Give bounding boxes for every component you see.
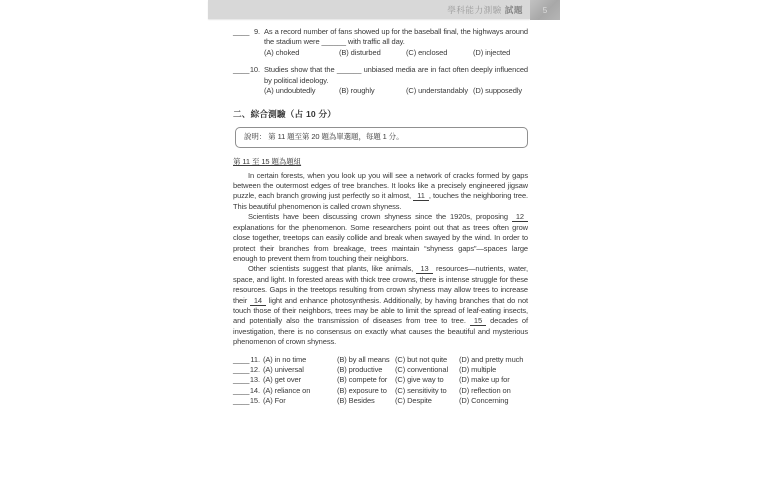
page-header-bar (208, 0, 530, 19)
option-b: (B) Besides (337, 396, 375, 406)
answer-blank: ____ (233, 27, 250, 36)
option-c: (C) Despite (395, 396, 432, 406)
question-15-label (233, 396, 260, 406)
option-a: (A) in no time (263, 354, 307, 364)
option-c: (C) understandably (406, 86, 468, 96)
question-9-options (264, 48, 528, 58)
option-b: (B) roughly (339, 86, 375, 96)
option-d: (D) supposedly (473, 86, 523, 96)
question-9-body (264, 27, 528, 58)
question-10-body (264, 65, 528, 96)
question-13-number: 13. (249, 375, 260, 385)
option-b: (B) exposure to (337, 385, 387, 395)
question-10-label (233, 65, 260, 96)
answer-blank: ____ (233, 385, 250, 395)
question-9-label (233, 27, 260, 58)
numbered-blank: 12 (512, 212, 528, 222)
numbered-blank: 11 (413, 191, 429, 201)
page-number-badge: 5 (530, 0, 560, 20)
question-group-heading: 第 11 至 15 題為題組 (233, 157, 302, 167)
question-15-options (233, 396, 528, 406)
numbered-blank: 13 (416, 264, 432, 274)
answer-blank: ____ (233, 354, 250, 364)
question-10 (233, 65, 528, 96)
document-content (233, 27, 528, 407)
question-14-options (233, 386, 528, 396)
question-13-options (233, 375, 528, 385)
option-d: (D) reflection on (459, 385, 511, 395)
numbered-blank: 14 (250, 296, 266, 306)
question-10-number: 10. (249, 65, 260, 75)
question-10-text: Studies show that the ______ unbiased media are in fact often deeply influenced by political ideology. (264, 65, 528, 85)
question-9 (233, 27, 528, 58)
option-b: (B) by all means (337, 354, 390, 364)
option-c: (C) give way to (395, 375, 444, 385)
question-12-options (233, 365, 528, 375)
option-a: (A) undoubtedly (264, 86, 316, 96)
question-9-text: As a record number of fans showed up for the baseball final, the highways around the stadium were ______ with traffic all day. (264, 27, 528, 47)
option-a: (A) For (263, 396, 286, 406)
answer-blank: ____ (233, 65, 250, 75)
question-14-label (233, 386, 260, 396)
question-12-number: 12. (249, 364, 260, 374)
option-a: (A) reliance on (263, 385, 311, 395)
option-c: (C) but not quite (395, 354, 448, 364)
question-14-number: 14. (249, 385, 260, 395)
option-a: (A) universal (263, 364, 304, 374)
answer-blank: ____ (233, 396, 250, 406)
option-b: (B) productive (337, 364, 383, 374)
option-d: (D) Concerning (459, 396, 509, 406)
question-11-options (233, 355, 528, 365)
question-13-label (233, 375, 260, 385)
option-a: (A) choked (264, 47, 300, 57)
option-b: (B) compete for (337, 375, 388, 385)
passage-paragraph-1: In certain forests, when you look up you will see a network of cracks formed by gaps between the outermost edges of tree branches. It looks like a precisely engineered jigsaw puzzle, each branch growing just perfectly so it almost, 11 , touches the neighboring tree. This beautiful phenomenon is called crown shyness. (233, 170, 528, 211)
question-10-options (264, 86, 528, 96)
exam-title (447, 4, 523, 16)
instruction-box: 說明： 第 11 題至第 20 題為單選題，每題 1 分。 (235, 127, 528, 148)
question-11-label (233, 355, 260, 365)
option-d: (D) multiple (459, 364, 497, 374)
option-d: (D) and pretty much (459, 354, 524, 364)
answer-blank: ____ (233, 375, 250, 385)
cloze-options-block (233, 355, 528, 407)
exam-title-bold: 試題 (504, 4, 523, 15)
option-b: (B) disturbed (339, 47, 381, 57)
option-a: (A) get over (263, 375, 301, 385)
section-title: 二、綜合測驗（占 10 分） (233, 109, 337, 120)
option-c: (C) sensitivity to (395, 385, 447, 395)
passage-paragraph-2: Scientists have been discussing crown shyness since the 1920s, proposing 12 explanations for the phenomenon. Some researchers point out that as trees often grow close together, treetops can easily collide and break when swayed by the wind. In order to protect their branches from breakage, trees maintain “shyness gaps”—spaces large enough to prevent them from touching their neighbors. (233, 212, 528, 263)
question-11-number: 11. (250, 354, 260, 364)
passage-paragraph-3: Other scientists suggest that plants, like animals, 13 resources—nutrients, water, space, and light. In forested areas with thick tree crowns, there is intense struggle for these resources. Gaps in the treetops resulting from crown shyness may allow trees to increase their 14 light and enhance photosynthesis. Additionally, by having branches that do not touch those of their neighbors, trees may be able to limit the spread of leaf-eating insects, and potentially also the transmission of diseases from tree to tree. 15 decades of investigation, there is no consensus on exactly what causes the beautiful and mysterious phenomenon of crown shyness. (233, 264, 529, 347)
numbered-blank: 15 (470, 316, 486, 326)
option-c: (C) conventional (395, 364, 449, 374)
option-d: (D) make up for (459, 375, 510, 385)
question-15-number: 15. (249, 396, 260, 406)
answer-blank: ____ (233, 364, 250, 374)
option-c: (C) enclosed (406, 47, 448, 57)
option-d: (D) injected (473, 47, 511, 57)
exam-title-text: 學科能力測驗 (447, 4, 502, 15)
question-12-label (233, 365, 260, 375)
question-9-number: 9. (253, 27, 260, 36)
